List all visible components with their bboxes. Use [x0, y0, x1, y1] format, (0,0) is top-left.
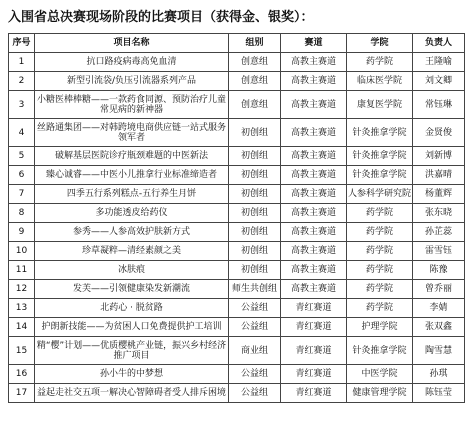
cell-track: 高教主赛道 — [281, 242, 347, 261]
cell-no: 7 — [9, 185, 35, 204]
cell-college: 健康管理学院 — [347, 384, 413, 403]
cell-track: 青红赛道 — [281, 384, 347, 403]
cell-no: 15 — [9, 337, 35, 365]
cell-college: 康复医学院 — [347, 91, 413, 119]
header-leader: 负责人 — [413, 34, 465, 53]
cell-college: 药学院 — [347, 261, 413, 280]
cell-group: 初创组 — [229, 223, 281, 242]
table-row — [9, 223, 465, 242]
table-row — [9, 185, 465, 204]
cell-leader: 张双鑫 — [413, 318, 465, 337]
cell-no: 4 — [9, 119, 35, 147]
table-row — [9, 72, 465, 91]
cell-project-name: 孙小牛的中梦想 — [35, 365, 229, 384]
cell-track: 高教主赛道 — [281, 280, 347, 299]
cell-college: 药学院 — [347, 242, 413, 261]
table-row — [9, 91, 465, 119]
cell-no: 2 — [9, 72, 35, 91]
cell-track: 高教主赛道 — [281, 119, 347, 147]
cell-project-name: 丝路通集团——对韩跨境电商供应链一站式服务领军者 — [35, 119, 229, 147]
cell-no: 11 — [9, 261, 35, 280]
cell-no: 1 — [9, 53, 35, 72]
cell-track: 高教主赛道 — [281, 72, 347, 91]
cell-track: 高教主赛道 — [281, 204, 347, 223]
cell-leader: 常钰琳 — [413, 91, 465, 119]
cell-no: 5 — [9, 147, 35, 166]
table-row — [9, 261, 465, 280]
cell-no: 3 — [9, 91, 35, 119]
cell-project-name: 破解基层医院诊疗瓶颈难题的中医新法 — [35, 147, 229, 166]
cell-group: 初创组 — [229, 147, 281, 166]
cell-project-name: 小糖医棒棒糖——一款药食同源、预防治疗儿童常见病的新神器 — [35, 91, 229, 119]
cell-college: 针灸推拿学院 — [347, 147, 413, 166]
cell-group: 创意组 — [229, 72, 281, 91]
cell-track: 高教主赛道 — [281, 185, 347, 204]
cell-no: 12 — [9, 280, 35, 299]
cell-group: 公益组 — [229, 318, 281, 337]
table-row — [9, 204, 465, 223]
table-row — [9, 147, 465, 166]
cell-group: 初创组 — [229, 185, 281, 204]
cell-no: 6 — [9, 166, 35, 185]
cell-group: 师生共创组 — [229, 280, 281, 299]
cell-track: 高教主赛道 — [281, 147, 347, 166]
cell-project-name: 新型引流袋/负压引流器系列产品 — [35, 72, 229, 91]
cell-track: 青红赛道 — [281, 365, 347, 384]
cell-leader: 李婧 — [413, 299, 465, 318]
cell-project-name: 抗口路疫病毒高免血清 — [35, 53, 229, 72]
cell-no: 8 — [9, 204, 35, 223]
page-title: 入围省总决赛现场阶段的比赛项目（获得金、银奖）： — [8, 10, 314, 25]
cell-college: 药学院 — [347, 223, 413, 242]
cell-project-name: 护朗新技能——为贫困人口免费提供护工培训 — [35, 318, 229, 337]
table-row — [9, 242, 465, 261]
cell-project-name: 精“樱”计划——优质樱桃产业链，振兴乡村经济推广项目 — [35, 337, 229, 365]
cell-leader: 孙芷蕊 — [413, 223, 465, 242]
cell-track: 高教主赛道 — [281, 53, 347, 72]
cell-college: 中医学院 — [347, 365, 413, 384]
cell-project-name: 益起走社交五项一解决心智障碍者受人排斥困境 — [35, 384, 229, 403]
cell-college: 人参科学研究院 — [347, 185, 413, 204]
cell-track: 青红赛道 — [281, 318, 347, 337]
cell-college: 药学院 — [347, 280, 413, 299]
cell-leader: 杨董辉 — [413, 185, 465, 204]
cell-college: 药学院 — [347, 204, 413, 223]
table-row — [9, 280, 465, 299]
cell-leader: 曾乔丽 — [413, 280, 465, 299]
cell-track: 高教主赛道 — [281, 261, 347, 280]
cell-track: 高教主赛道 — [281, 166, 347, 185]
cell-no: 14 — [9, 318, 35, 337]
cell-group: 初创组 — [229, 261, 281, 280]
cell-no: 17 — [9, 384, 35, 403]
cell-no: 16 — [9, 365, 35, 384]
cell-track: 青红赛道 — [281, 337, 347, 365]
cell-project-name: 臻心诚睿——中医小儿推拿行业标准缔造者 — [35, 166, 229, 185]
cell-group: 初创组 — [229, 242, 281, 261]
cell-group: 初创组 — [229, 204, 281, 223]
cell-college: 临床医学院 — [347, 72, 413, 91]
header-no: 序号 — [9, 34, 35, 53]
table-row — [9, 166, 465, 185]
header-college: 学院 — [347, 34, 413, 53]
cell-college: 药学院 — [347, 299, 413, 318]
table-row — [9, 384, 465, 403]
cell-leader: 雷雪钰 — [413, 242, 465, 261]
cell-group: 商业组 — [229, 337, 281, 365]
table-row — [9, 119, 465, 147]
cell-group: 公益组 — [229, 299, 281, 318]
cell-leader: 刘文卿 — [413, 72, 465, 91]
cell-leader: 王隆喻 — [413, 53, 465, 72]
cell-leader: 陈豫 — [413, 261, 465, 280]
cell-group: 创意组 — [229, 53, 281, 72]
cell-track: 高教主赛道 — [281, 223, 347, 242]
cell-no: 10 — [9, 242, 35, 261]
cell-track: 高教主赛道 — [281, 91, 347, 119]
header-group: 组别 — [229, 34, 281, 53]
cell-leader: 陈钰莹 — [413, 384, 465, 403]
cell-project-name: 参秀——人参高效护肤新方式 — [35, 223, 229, 242]
table-row — [9, 337, 465, 365]
cell-track: 青红赛道 — [281, 299, 347, 318]
cell-group: 初创组 — [229, 166, 281, 185]
cell-group: 公益组 — [229, 365, 281, 384]
table-row — [9, 299, 465, 318]
cell-leader: 孙琪 — [413, 365, 465, 384]
cell-college: 护理学院 — [347, 318, 413, 337]
header-track: 赛道 — [281, 34, 347, 53]
cell-college: 针灸推拿学院 — [347, 337, 413, 365]
cell-college: 针灸推拿学院 — [347, 119, 413, 147]
cell-project-name: 四季五行系列糕点-五行养生月饼 — [35, 185, 229, 204]
cell-project-name: 冰肤痕 — [35, 261, 229, 280]
cell-leader: 洪嘉晴 — [413, 166, 465, 185]
table-row — [9, 365, 465, 384]
cell-group: 公益组 — [229, 384, 281, 403]
cell-leader: 陶雪慧 — [413, 337, 465, 365]
competition-table — [8, 33, 465, 403]
table-header-row — [9, 34, 465, 53]
cell-project-name: 发芙——引领健康染发新潮流 — [35, 280, 229, 299]
cell-leader: 金贤俊 — [413, 119, 465, 147]
cell-project-name: 多功能透皮给药仪 — [35, 204, 229, 223]
header-project-name: 项目名称 — [35, 34, 229, 53]
cell-college: 针灸推拿学院 — [347, 166, 413, 185]
cell-no: 9 — [9, 223, 35, 242]
cell-no: 13 — [9, 299, 35, 318]
cell-project-name: 北药心 · 脱贫路 — [35, 299, 229, 318]
table-row — [9, 53, 465, 72]
cell-college: 药学院 — [347, 53, 413, 72]
cell-project-name: 珍草凝粹—清经素颜之美 — [35, 242, 229, 261]
table-row — [9, 318, 465, 337]
cell-leader: 刘新博 — [413, 147, 465, 166]
cell-leader: 张东晓 — [413, 204, 465, 223]
cell-group: 初创组 — [229, 119, 281, 147]
cell-group: 创意组 — [229, 91, 281, 119]
